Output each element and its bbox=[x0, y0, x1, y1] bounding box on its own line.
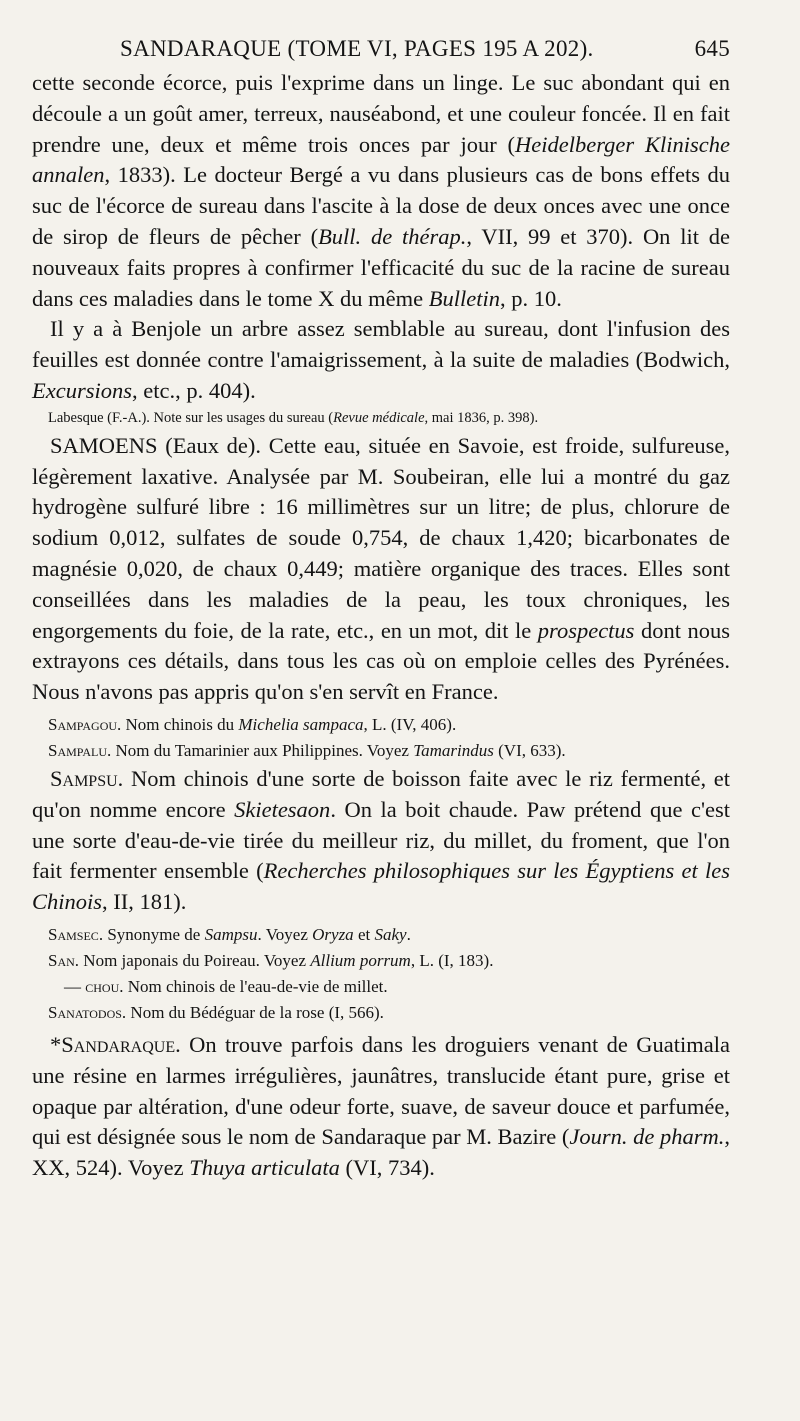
entry-headword: *Sandaraque bbox=[50, 1031, 176, 1057]
entry-headword: chou bbox=[85, 976, 120, 996]
running-head-title bbox=[120, 34, 594, 64]
entry-sampsu: Sampsu. Nom chinois d'une sorte de boisson faite avec le riz fermenté, et qu'on nomme encore Skietesaon. On la boit chaude. Paw prétend que c'est une sorte d'eau-de-vie tirée du meilleur riz, du millet, du froment, que l'on fait fermenter ensemble (Recherches philosophiques sur les Égyptiens et les Chinois, II, 181). bbox=[32, 765, 730, 915]
entry-headword: SAMOENS bbox=[50, 432, 158, 458]
entry-samoens: SAMOENS (Eaux de). Cette eau, située en Savoie, est froide, sulfureuse, légèrement laxative. Analysée par M. Soubeiran, elle lui a montré du gaz hydrogène sulfuré libre : 16 millimètres sur un litre; de plus, chlorure de sodium 0,012, sulfates de soude 0,754, de chaux 1,420; bicarbonates de magnésie 0,020, de chaux 0,449; matière organique des traces. Elles sont conseillées dans les maladies de la peau, les toux chroniques, les engorgements du foie, de la rate, etc., en un mot, dit le prospectus dont nous extrayons ces détails, dans tous les cas où on emploie celles des Pyrénées. Nous n'avons pas appris qu'on s'en servît en France. bbox=[32, 432, 730, 705]
entry-san: San. Nom japonais du Poireau. Voyez Allium porrum, L. (I, 183). bbox=[48, 950, 494, 970]
entry-headword: Samsec bbox=[48, 924, 99, 944]
entry-sampagou: Sampagou. Nom chinois du Michelia sampaca, L. (IV, 406). bbox=[48, 714, 457, 734]
entry-headword: Sampsu bbox=[50, 765, 118, 791]
entry-headword: Sampalu bbox=[48, 740, 108, 760]
header-title: SANDARAQUE bbox=[120, 36, 282, 61]
entry-sampalu: Sampalu. Nom du Tamarinier aux Philippines. Voyez Tamarindus (VI, 633). bbox=[48, 740, 566, 760]
entry-headword: Sampagou bbox=[48, 714, 118, 734]
entry-samsec: Samsec. Synonyme de Sampsu. Voyez Oryza et Saky. bbox=[48, 924, 411, 944]
entry-sandaraque: *Sandaraque. On trouve parfois dans les droguiers venant de Guatimala une résine en larmes irrégulières, jaunâtres, translucide étant pure, grise et opaque par altération, d'une odeur forte, suave, de saveur douce et parfumée, qui est désignée sous le nom de Sandaraque par M. Bazire (Journ. de pharm., XX, 524). Voyez Thuya articulata (VI, 734). bbox=[32, 1031, 731, 1181]
paragraph-sureau-continued: cette seconde écorce, puis l'exprime dans un linge. Le suc abondant qui en découle a un goût amer, terreux, nauséabond, et une couleur foncée. Il en fait prendre une, deux et même trois onces par jour (Heidelberger Klinische annalen, 1833). Le docteur Bergé a vu dans plusieurs cas de bons effets du suc de l'écorce de sureau dans l'ascite à la dose de deux onces avec une once de sirop de fleurs de pêcher (Bull. de thérap., VII, 99 et 370). On lit de nouveaux faits propres à confirmer l'efficacité du suc de la racine de sureau dans ces maladies dans le tome X du même Bulletin, p. 10. bbox=[32, 70, 731, 311]
page-number: 645 bbox=[694, 36, 730, 61]
header-ref: (TOME VI, PAGES 195 A 202). bbox=[287, 36, 594, 61]
running-head bbox=[32, 34, 730, 64]
bibliography-note: Labesque (F.-A.). Note sur les usages du sureau (Revue médicale, mai 1836, p. 398). bbox=[48, 409, 539, 426]
entry-headword: San bbox=[48, 950, 75, 970]
entry-headword: Sanatodos bbox=[48, 1002, 122, 1022]
entry-sanatodos: Sanatodos. Nom du Bédéguar de la rose (I, 566). bbox=[48, 1002, 384, 1022]
paragraph-benjole: Il y a à Benjole un arbre assez semblable au sureau, dont l'infusion des feuilles est donnée contre l'amaigrissement, à la suite de maladies (Bodwich, Excursions, etc., p. 404). bbox=[32, 316, 730, 403]
entry-san-chou: — chou. Nom chinois de l'eau-de-vie de millet. bbox=[64, 976, 388, 996]
